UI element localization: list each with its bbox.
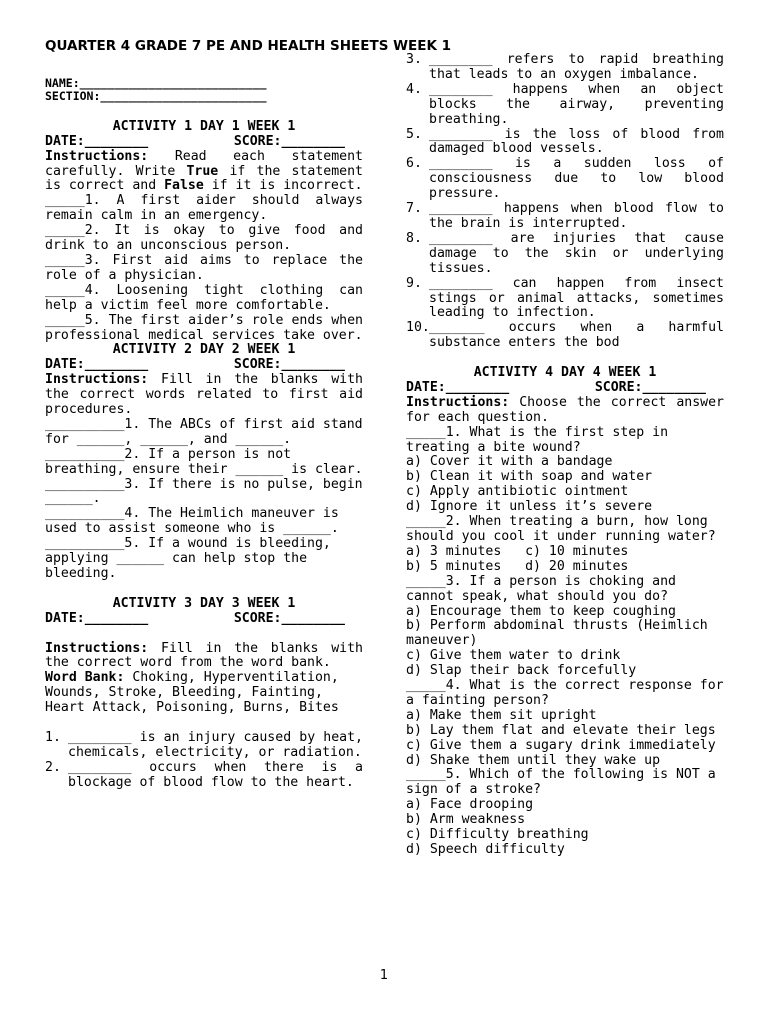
- activity1-heading: ACTIVITY 1 DAY 1 WEEK 1: [112, 118, 296, 134]
- activity1-item: _____1. A first aider should always remain calm in an emergency.: [45, 193, 363, 224]
- answer-option: b) Arm weakness: [406, 812, 526, 828]
- answer-option: b) 5 minutes: [406, 558, 502, 574]
- activity3-heading: ACTIVITY 3 DAY 3 WEEK 1: [112, 595, 296, 611]
- answer-option: c) Difficulty breathing: [406, 827, 589, 843]
- right-column: [406, 53, 724, 858]
- answer-option: d) Ignore it unless it’s severe: [406, 499, 653, 515]
- activity3-score: SCORE:________: [233, 610, 345, 626]
- activity2-instructions: Instructions: Fill in the blanks with the correct words related to first aid procedures.: [45, 372, 363, 418]
- answer-option: b) Lay them flat and elevate their legs: [406, 722, 716, 738]
- activity3-word-bank: Word Bank: Choking, Hyperventilation, Wounds, Stroke, Bleeding, Fainting, Heart Attack, Poisoning, Burns, Bites: [45, 670, 339, 716]
- answer-option: a) Face drooping: [406, 797, 534, 813]
- activity1-item: _____5. The first aider’s role ends when professional medical services take over.: [45, 312, 363, 343]
- activity3-item: 9. ________ can happen from insect stings or animal attacks, sometimes leading to infection.: [406, 275, 724, 321]
- name-field: NAME:___________________________: [45, 76, 267, 90]
- activity3-item: 3. ________ refers to rapid breathing that leads to an oxygen imbalance.: [406, 52, 724, 82]
- activity4-question: _____2. When treating a burn, how long should you cool it under running water?: [406, 514, 716, 544]
- activity2-heading: ACTIVITY 2 DAY 2 WEEK 1: [112, 342, 296, 358]
- answer-option: b) Clean it with soap and water: [406, 469, 653, 485]
- answer-option: c) Give them water to drink: [406, 648, 621, 664]
- answer-option: d) Shake them until they wake up: [406, 752, 661, 768]
- answer-option: c) Give them a sugary drink immediately: [406, 737, 716, 753]
- activity4-date: DATE:________: [406, 379, 510, 395]
- activity2-date: DATE:________: [45, 357, 149, 373]
- answer-option: d) 20 minutes: [525, 558, 629, 574]
- activity3-item: 2. ________ occurs when there is a blockage of blood flow to the heart.: [45, 759, 363, 790]
- activity3-item: 4. ________ happens when an object blocks the airway, preventing breathing.: [406, 81, 724, 127]
- answer-option: d) Slap their back forcefully: [406, 663, 637, 679]
- answer-option: d) Speech difficulty: [406, 842, 565, 858]
- answer-option: c) 10 minutes: [525, 543, 629, 559]
- answer-option: a) Make them sit upright: [406, 707, 597, 723]
- activity2-item: __________5. If a wound is bleeding, applying ______ can help stop the bleeding.: [45, 536, 331, 581]
- answer-option: b) Perform abdominal thrusts (Heimlich maneuver): [406, 618, 708, 649]
- section-field: SECTION:________________________: [45, 88, 267, 103]
- activity1-item: _____2. It is okay to give food and drink to an unconscious person.: [45, 223, 363, 254]
- activity4-question: _____1. What is the first step in treating a bite wound?: [406, 424, 669, 455]
- activity3-item: 5. ________ is the loss of blood from damaged blood vessels.: [406, 126, 724, 157]
- activity4-instructions: Instructions: Choose the correct answer for each question.: [406, 394, 724, 425]
- activity1-date: DATE:________: [45, 133, 149, 149]
- activity3-item: 8. ________ are injuries that cause damage to the skin or underlying tissues.: [406, 230, 724, 276]
- activity2-item: __________3. If there is no pulse, begin ______.: [45, 476, 363, 507]
- activity3-instructions: Instructions: Fill in the blanks with the correct word from the word bank.: [45, 640, 363, 671]
- activity1-item: _____4. Loosening tight clothing can help a victim feel more comfortable.: [45, 282, 363, 313]
- activity4-question: _____5. Which of the following is NOT a sign of a stroke?: [406, 767, 716, 798]
- left-column: [45, 76, 363, 791]
- activity1-instructions: Instructions: Read each statement carefully. Write True if the statement is correct and False if it is incorrect.: [45, 148, 363, 194]
- activity4-question: _____4. What is the correct response for a fainting person?: [406, 678, 724, 708]
- activity2-item: __________1. The ABCs of first aid stand for ______, ______, and ______.: [45, 416, 363, 447]
- activity3-item: 10. _______ occurs when a harmful substance enters the bod: [406, 320, 724, 351]
- activity4-score: SCORE:________: [594, 379, 706, 395]
- activity3-item: 6. ________ is a sudden loss of consciousness due to low blood pressure.: [406, 156, 724, 202]
- activity1-item: _____3. First aid aims to replace the role of a physician.: [45, 252, 363, 283]
- page-number: 1: [379, 968, 389, 983]
- activity3-item: 7. ________ happens when blood flow to the brain is interrupted.: [406, 201, 724, 231]
- activity4-question: _____3. If a person is choking and cannot speak, what should you do?: [406, 573, 676, 604]
- activity2-item: __________2. If a person is not breathing, ensure their ______ is clear.: [45, 446, 363, 477]
- answer-option: a) Cover it with a bandage: [406, 454, 613, 470]
- activity4-heading: ACTIVITY 4 DAY 4 WEEK 1: [473, 365, 657, 381]
- answer-option: a) 3 minutes: [406, 543, 502, 559]
- activity2-item: __________4. The Heimlich maneuver is used to assist someone who is ______.: [45, 506, 339, 537]
- activity3-date: DATE:________: [45, 610, 149, 626]
- answer-option: c) Apply antibiotic ointment: [406, 484, 629, 500]
- activity3-item: 1. ________ is an injury caused by heat, chemicals, electricity, or radiation.: [45, 729, 363, 760]
- worksheet-title: QUARTER 4 GRADE 7 PE AND HEALTH SHEETS WEEK 1: [45, 38, 452, 54]
- answer-option: a) Encourage them to keep coughing: [406, 603, 676, 619]
- activity1-score: SCORE:________: [233, 133, 345, 149]
- activity2-score: SCORE:________: [233, 357, 345, 373]
